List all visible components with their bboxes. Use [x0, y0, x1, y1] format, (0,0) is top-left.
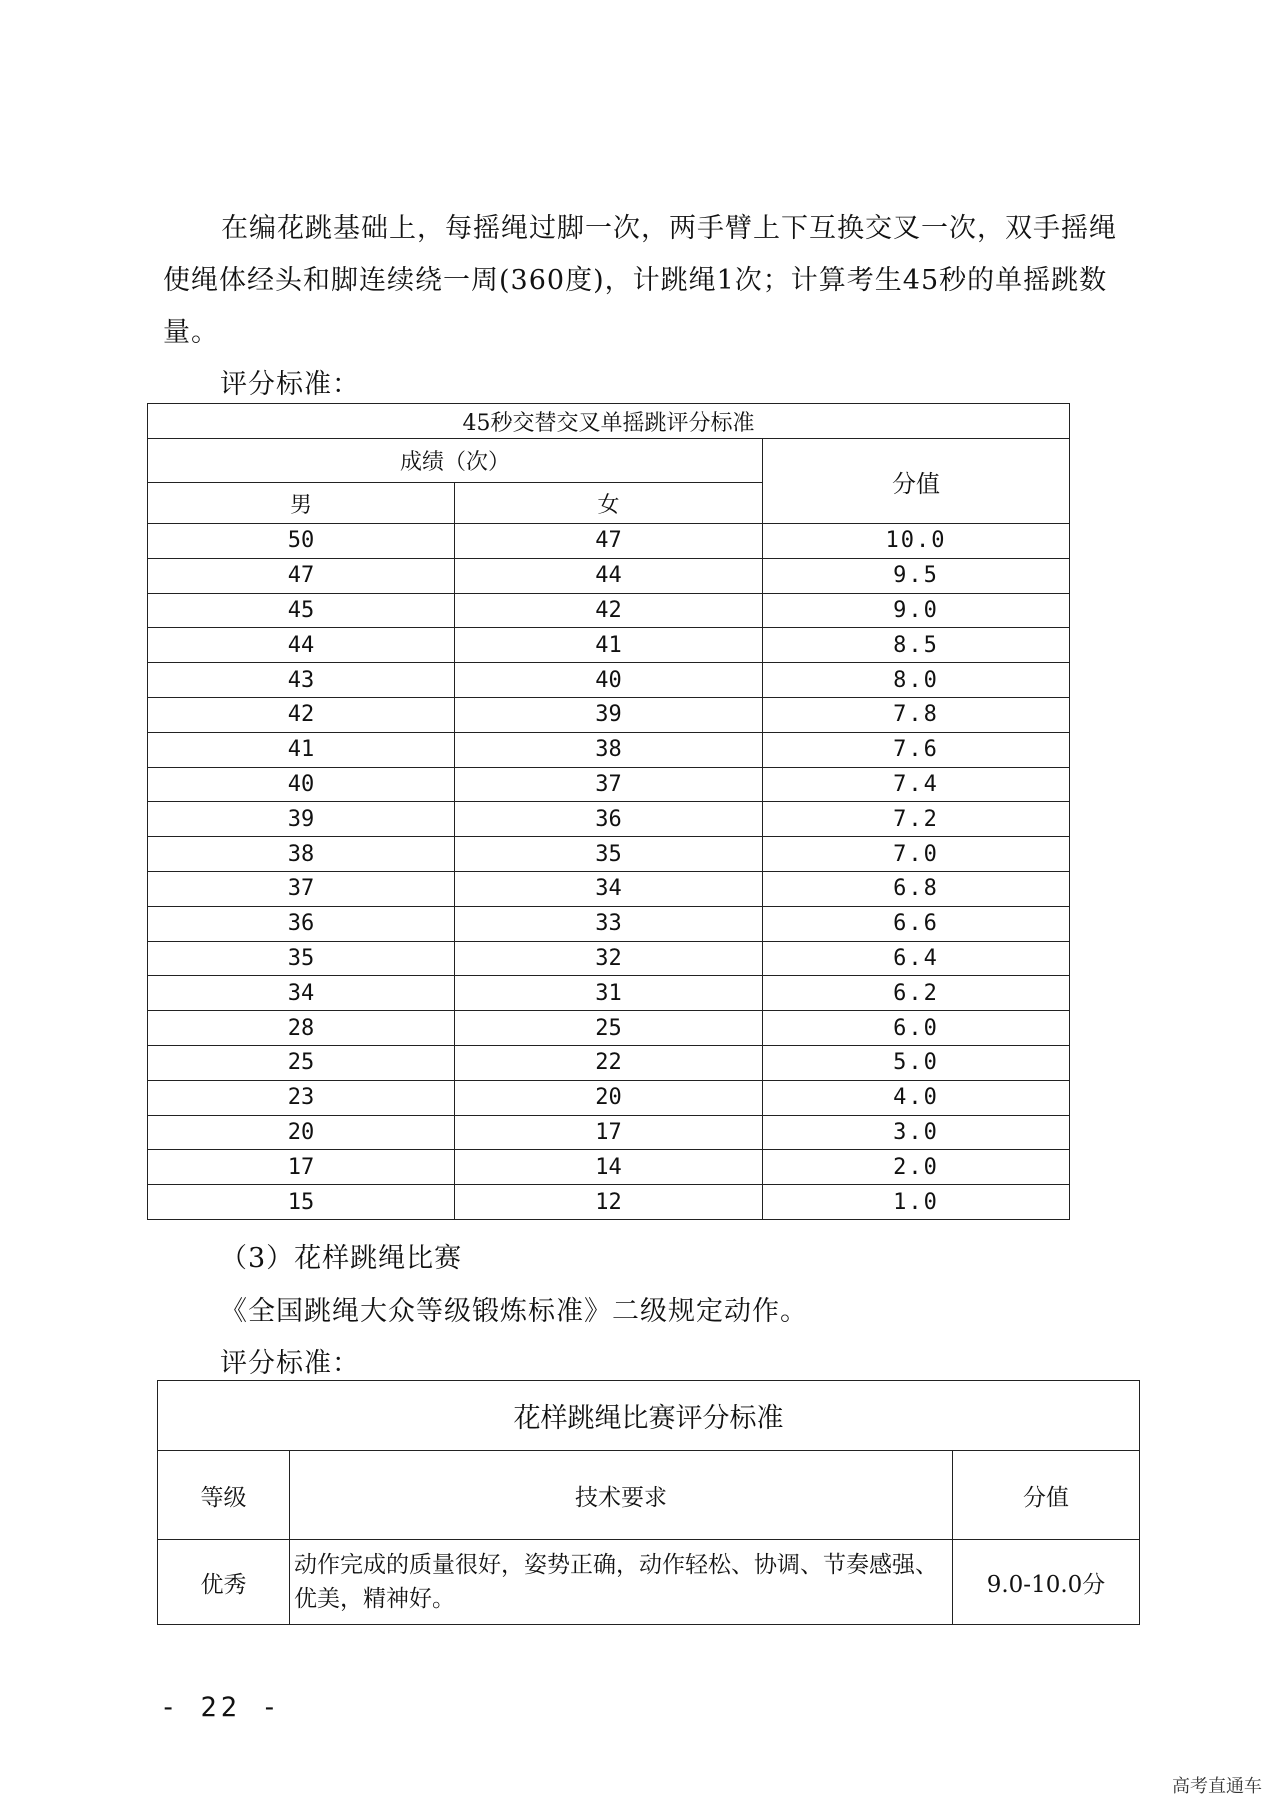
cell-female: 33	[455, 906, 763, 941]
table-row	[148, 663, 1070, 698]
cell-male: 37	[148, 871, 455, 906]
cell-male: 17	[148, 1150, 455, 1185]
cell-female: 34	[455, 871, 763, 906]
table-row	[148, 1011, 1070, 1046]
table1-body	[148, 524, 1070, 1220]
cell-male: 34	[148, 976, 455, 1011]
table1-header-score: 成绩（次）	[148, 439, 763, 483]
table-row	[148, 1080, 1070, 1115]
table2-header-value: 分值	[953, 1451, 1140, 1540]
cell-male: 41	[148, 732, 455, 767]
fancy-rope-score-table	[157, 1380, 1140, 1625]
cell-score: 8.5	[763, 628, 1070, 663]
table2-header-grade: 等级	[158, 1451, 290, 1540]
cell-score: 5.0	[763, 1045, 1070, 1080]
cell-score: 6.4	[763, 941, 1070, 976]
cell-male: 38	[148, 837, 455, 872]
cell-male: 47	[148, 558, 455, 593]
cell-score: 1.0	[763, 1185, 1070, 1220]
cell-male: 44	[148, 628, 455, 663]
cell-score: 3.0	[763, 1115, 1070, 1150]
section3-heading: （3）花样跳绳比赛	[220, 1243, 463, 1274]
cell-score: 10.0	[763, 524, 1070, 559]
cell-female: 20	[455, 1080, 763, 1115]
cell-score: 7.8	[763, 697, 1070, 732]
table-row	[148, 767, 1070, 802]
cell-male: 43	[148, 663, 455, 698]
table1-header-male: 男	[148, 483, 455, 524]
cell-score: 2.0	[763, 1150, 1070, 1185]
intro-paragraph: 在编花跳基础上，每摇绳过脚一次，两手臂上下互换交叉一次，双手摇绳使绳体经头和脚连续绕一周(360度)，计跳绳1次；计算考生45秒的单摇跳数量。	[163, 213, 1117, 348]
cell-female: 36	[455, 802, 763, 837]
cell-score: 4.0	[763, 1080, 1070, 1115]
table-row	[148, 628, 1070, 663]
cell-score: 6.2	[763, 976, 1070, 1011]
cell-female: 32	[455, 941, 763, 976]
criteria-label-2: 评分标准：	[220, 1348, 360, 1379]
cell-female: 39	[455, 697, 763, 732]
cell-male: 36	[148, 906, 455, 941]
table-row	[148, 732, 1070, 767]
cell-score: 6.6	[763, 906, 1070, 941]
cell-male: 25	[148, 1045, 455, 1080]
cell-female: 31	[455, 976, 763, 1011]
cell-score: 9.5	[763, 558, 1070, 593]
table-row	[148, 697, 1070, 732]
cell-male: 23	[148, 1080, 455, 1115]
cell-female: 42	[455, 593, 763, 628]
table2-value: 9.0-10.0分	[953, 1540, 1140, 1625]
table-row	[148, 837, 1070, 872]
table-row	[148, 976, 1070, 1011]
cell-male: 50	[148, 524, 455, 559]
table-row	[148, 1185, 1070, 1220]
cell-score: 7.4	[763, 767, 1070, 802]
cell-male: 42	[148, 697, 455, 732]
cell-score: 7.0	[763, 837, 1070, 872]
cell-female: 40	[455, 663, 763, 698]
table2-title: 花样跳绳比赛评分标准	[158, 1381, 1140, 1451]
criteria-label-1: 评分标准：	[220, 369, 360, 400]
cell-score: 6.0	[763, 1011, 1070, 1046]
cell-female: 44	[455, 558, 763, 593]
table-row	[148, 906, 1070, 941]
table-row	[148, 802, 1070, 837]
cell-male: 15	[148, 1185, 455, 1220]
table-row	[148, 558, 1070, 593]
cell-score: 7.2	[763, 802, 1070, 837]
table-row	[148, 1045, 1070, 1080]
table1-header-value: 分值	[763, 439, 1070, 524]
cell-score: 8.0	[763, 663, 1070, 698]
cell-score: 7.6	[763, 732, 1070, 767]
cell-male: 45	[148, 593, 455, 628]
table2-header-req: 技术要求	[290, 1451, 953, 1540]
table2-grade: 优秀	[158, 1540, 290, 1625]
table-row	[148, 941, 1070, 976]
rope-skipping-score-table	[147, 403, 1070, 1220]
cell-score: 6.8	[763, 871, 1070, 906]
cell-score: 9.0	[763, 593, 1070, 628]
cell-female: 17	[455, 1115, 763, 1150]
cell-female: 14	[455, 1150, 763, 1185]
page-number: - 22 -	[160, 1692, 282, 1723]
cell-female: 37	[455, 767, 763, 802]
cell-female: 47	[455, 524, 763, 559]
cell-male: 39	[148, 802, 455, 837]
table-row	[148, 871, 1070, 906]
section3-standard: 《全国跳绳大众等级锻炼标准》二级规定动作。	[220, 1296, 808, 1327]
table1-title: 45秒交替交叉单摇跳评分标准	[148, 404, 1070, 439]
cell-male: 20	[148, 1115, 455, 1150]
table2-requirement: 动作完成的质量很好，姿势正确，动作轻松、协调、节奏感强、优美，精神好。	[290, 1540, 953, 1625]
cell-female: 38	[455, 732, 763, 767]
watermark: 高考直通车	[1172, 1776, 1262, 1797]
table-row	[148, 1150, 1070, 1185]
cell-male: 35	[148, 941, 455, 976]
cell-female: 41	[455, 628, 763, 663]
cell-female: 22	[455, 1045, 763, 1080]
cell-female: 25	[455, 1011, 763, 1046]
cell-male: 40	[148, 767, 455, 802]
cell-male: 28	[148, 1011, 455, 1046]
table1-header-female: 女	[455, 483, 763, 524]
table-row	[148, 593, 1070, 628]
cell-female: 12	[455, 1185, 763, 1220]
cell-female: 35	[455, 837, 763, 872]
table-row	[148, 1115, 1070, 1150]
table-row	[148, 524, 1070, 559]
